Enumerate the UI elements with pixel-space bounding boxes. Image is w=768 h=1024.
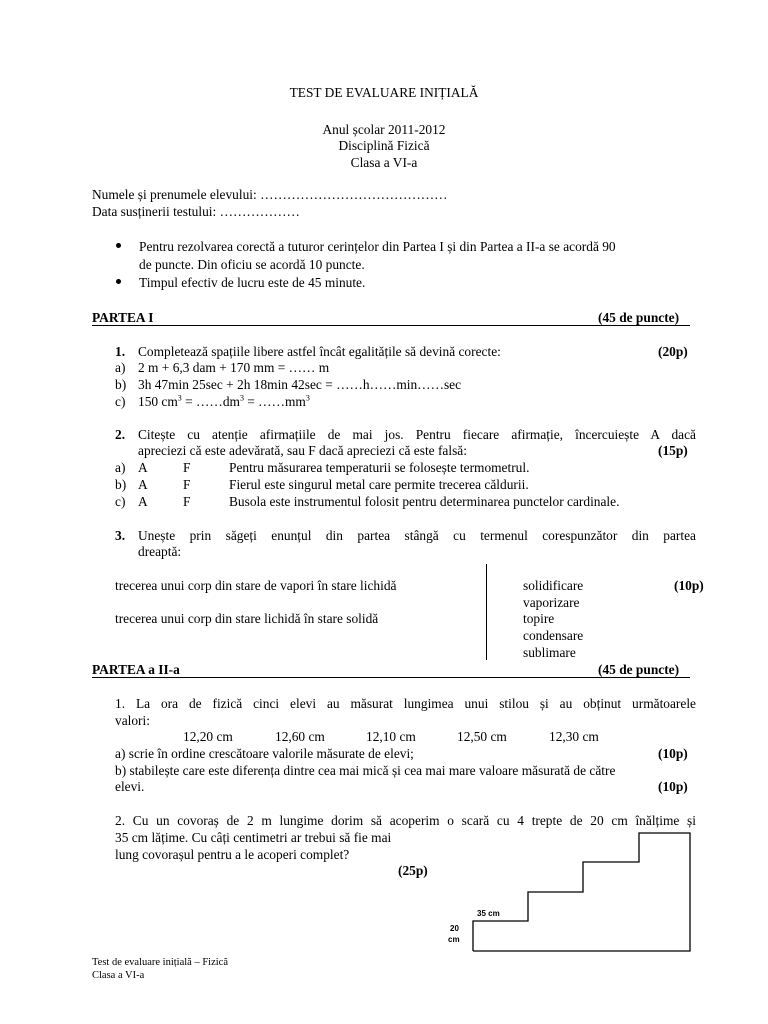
q3-left-statement-1[interactable]: trecerea unui corp din stare de vapori în stare lichidă [115, 578, 397, 593]
p1-b-line1: b) stabilește care este diferența dintre cea mai mică și cea mai mare valoare măsurată de către [115, 763, 616, 778]
part2-points: (45 de puncte) [598, 662, 680, 677]
q1-a-text: 2 m + 6,3 dam + 170 mm = …… m [138, 360, 330, 375]
part1-points: (45 de puncte) [598, 310, 680, 325]
q3-points: (10p) [674, 578, 704, 593]
q3-term-3[interactable]: topire [523, 611, 555, 626]
bullet-icon [116, 243, 121, 248]
step-width-label: 35 cm [477, 909, 500, 918]
p1-b-line2: elevi. [115, 779, 145, 794]
staircase-figure [440, 830, 700, 955]
q3-number: 3. [115, 528, 126, 543]
q2-a-option-a[interactable]: A [138, 460, 148, 475]
q3-term-2[interactable]: vaporizare [523, 595, 580, 610]
part1-title: PARTEA I [92, 310, 154, 325]
step-height-label: 20 [450, 924, 459, 933]
q2-line1: Citește cu atenție afirmațiile de mai jos. Pentru fiecare afirmație, încercuiește A dacă [138, 427, 696, 442]
p2-line3: lung covorașul pentru a le acoperi complet? [115, 847, 350, 862]
p1-value-4: 12,50 cm [457, 729, 507, 744]
p2-line2: 35 cm lățime. Cu câți centimetri ar trebui să fie mai [115, 830, 392, 845]
q3-line2: dreaptă: [138, 544, 182, 559]
footer-line1: Test de evaluare inițială – Fizică [92, 957, 228, 968]
p1-b-points: (10p) [658, 779, 688, 794]
q3-term-1[interactable]: solidificare [523, 578, 584, 593]
q2-a-option-f[interactable]: F [183, 460, 191, 475]
q3-term-4[interactable]: condensare [523, 628, 584, 643]
staircase-outline [473, 833, 690, 951]
part2-underline [92, 677, 690, 678]
q1-text: Completează spațiile libere astfel încât egalitățile să devină corecte: [138, 344, 501, 359]
q1-b-label: b) [115, 377, 127, 392]
q1-c-text: 150 $cm^3$ = $\dots\dots dm^3$ = $\dots\dots mm^3$ [138, 393, 310, 409]
step-height-unit: cm [448, 935, 460, 944]
p1-a-text: a) scrie în ordine crescătoare valorile măsurate de elevi; [115, 746, 414, 761]
q2-points: (15p) [658, 443, 688, 458]
q2-a-label: a) [115, 460, 126, 475]
p1-line2: valori: [115, 713, 150, 728]
part1-underline [92, 325, 690, 326]
q2-c-option-a[interactable]: A [138, 494, 148, 509]
p2-line1: 2. Cu un covoraș de 2 m lungime dorim să acoperim o scară cu 4 trepte de 20 cm înălțime și [115, 813, 696, 828]
part2-title: PARTEA a II-a [92, 662, 180, 677]
instruction-1-line1: Pentru rezolvarea corectă a tuturor cerințelor din Partea I și din Partea a II-a se acordă 90 [139, 239, 616, 254]
q1-a-label: a) [115, 360, 126, 375]
p1-value-5: 12,30 cm [549, 729, 599, 744]
grade: Clasa a VI-a [350, 155, 418, 170]
q1-c-label: c) [115, 394, 126, 409]
q2-number: 2. [115, 427, 126, 442]
q2-line2: apreciezi că este adevărată, sau F dacă apreciezi că este falsă: [138, 443, 467, 458]
p1-line1: 1. La ora de fizică cinci elevi au măsurat lungimea unui stilou și au obținut următoarele [115, 696, 696, 711]
q2-c-option-f[interactable]: F [183, 494, 191, 509]
q1-number: 1. [115, 344, 126, 359]
q2-c-label: c) [115, 494, 126, 509]
student-name-field: Numele și prenumele elevului: …………………………………… [92, 187, 448, 202]
p1-value-3: 12,10 cm [366, 729, 416, 744]
q2-b-option-a[interactable]: A [138, 477, 148, 492]
q2-b-text: Fierul este singurul metal care permite trecerea căldurii. [229, 477, 529, 492]
discipline: Disciplină Fizică [338, 138, 430, 153]
q3-divider [486, 564, 487, 660]
q3-term-5[interactable]: sublimare [523, 645, 576, 660]
p2-points: (25p) [398, 863, 428, 878]
p1-a-points: (10p) [658, 746, 688, 761]
bullet-icon [116, 279, 121, 284]
test-date-field: Data susținerii testului: ……………… [92, 204, 300, 219]
instruction-1-line2: de puncte. Din oficiu se acordă 10 puncte. [139, 257, 365, 272]
page-title: TEST DE EVALUARE INIȚIALĂ [289, 85, 479, 100]
p1-value-2: 12,60 cm [275, 729, 325, 744]
q1-b-text: 3h 47min 25sec + 2h 18min 42sec = ……h……min……sec [138, 377, 462, 392]
instruction-2: Timpul efectiv de lucru este de 45 minute. [139, 275, 366, 290]
p1-value-1: 12,20 cm [183, 729, 233, 744]
footer-line2: Clasa a VI-a [92, 970, 145, 981]
q3-line1: Unește prin săgeți enunțul din partea stângă cu termenul corespunzător din partea [138, 528, 696, 543]
q2-b-option-f[interactable]: F [183, 477, 191, 492]
q2-c-text: Busola este instrumentul folosit pentru determinarea punctelor cardinale. [229, 494, 620, 509]
q2-b-label: b) [115, 477, 127, 492]
q2-a-text: Pentru măsurarea temperaturii se folosește termometrul. [229, 460, 530, 475]
q1-points: (20p) [658, 344, 688, 359]
school-year: Anul școlar 2011-2012 [322, 122, 446, 137]
q3-left-statement-2[interactable]: trecerea unui corp din stare lichidă în stare solidă [115, 611, 379, 626]
